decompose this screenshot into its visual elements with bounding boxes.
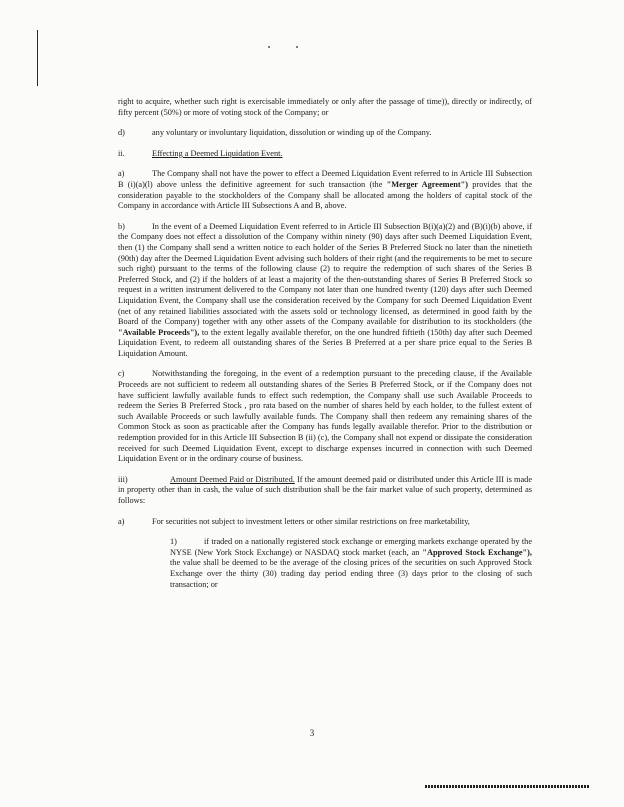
item-d-label: d) [118, 128, 125, 138]
paragraph-c-label: c) [118, 369, 125, 379]
paragraph-c [118, 369, 532, 464]
section-iii-text: If the amount deemed paid or distributed under this Article III is made in property other than in cash, the value of such distribution shall be the fair market value of such property, determined as follows: [118, 474, 533, 505]
paragraph-b-text-1: In the event of a Deemed Liquidation Event referred to in Article III Subsection B(i)(a)(2) and (B)(i)(b) above, if the Company does not effect a dissolution of the Company within ninety (90) days after such Deemed Liquidation Event, then (1) the Company shall send a written notice to each holder of the Series B Preferred Stock no later than the ninetieth (90th) day after the Deemed Liquidation Event advising such holders of their right (and the requirements to be met to secure such right) pursuant to the terms of the following clause (2) to require the redemption of such shares of the Series B Preferred Stock, and (2) if the holders of at least a majority of the then-outstanding shares of Series B Preferred Stock so request in a written instrument delivered to the Company not later than one hundred twenty (120) days after such Deemed Liquidation Event, the Company shall use the consideration received by the Company for such Deemed Liquidation Event (net of any retained liabilities associated with the assets sold or technology licensed, as determined in good faith by the Board of the Company) together with any other assets of the Company available for distribution to its stockholders (the [118, 221, 532, 327]
document-body [118, 97, 532, 600]
sub-paragraph-a-label: a) [118, 516, 125, 526]
sub-paragraph-a-text: For securities not subject to investment letters or other similar restrictions on free marketability, [152, 516, 470, 526]
approved-stock-exchange-term: "Approved Stock Exchange"), [422, 547, 533, 557]
paragraph-a-label: a) [118, 169, 125, 179]
paragraph-b-text-2: to the extent legally available therefor, on the one hundred fiftieth (150th) day after such Deemed Liquidation Event, to redeem all outstanding shares of the Series B Preferred at a per share price equal to the Series B Liquidation Amount. [118, 327, 532, 358]
section-iii-title: Amount Deemed Paid or Distributed. [170, 474, 295, 484]
section-iii-label: iii) [118, 474, 128, 484]
sub-item-1 [170, 537, 532, 590]
item-d [118, 128, 532, 139]
sub-paragraph-a [118, 517, 532, 528]
section-iii [118, 475, 532, 507]
paragraph-b-label: b) [118, 221, 125, 231]
merger-agreement-term: "Merger Agreement") [386, 179, 469, 189]
paragraph-a-text-2: provides that the consideration payable to the stockholders of the Company shall be allocated among the holders of capital stock of the Company in accordance with Article III Subsections A and B, above. [118, 179, 533, 211]
paragraph-b [118, 222, 532, 360]
paragraph-a [118, 169, 532, 211]
scan-edge-line [37, 30, 38, 86]
sub-item-1-label: 1) [170, 537, 177, 547]
section-ii-title: Effecting a Deemed Liquidation Event. [152, 148, 283, 158]
scan-marks [268, 46, 308, 52]
page-number: 3 [309, 728, 315, 738]
scan-bottom-edge [425, 785, 590, 788]
section-ii-heading [118, 149, 532, 160]
paragraph-a-text-1: The Company shall not have the power to effect a Deemed Liquidation Event referred to in Article III Subsection B (i)(a)(l) above unless the definitive agreement for such transaction (the [118, 169, 532, 189]
available-proceeds-term: "Available Proceeds"), [118, 327, 200, 337]
section-ii-label: ii. [118, 148, 125, 158]
paragraph-c-text: Notwithstanding the foregoing, in the event of a redemption pursuant to the preceding clause, if the Available Proceeds are not sufficient to redeem all outstanding shares of the Series B Preferred Stock, or if the Company does not have sufficient lawfully available funds to effect such redemption, the Company shall use such Available Proceeds to redeem the Series B Preferred Stock , pro rata based on the number of shares held by each holder, to the fullest extent of such Available Proceeds or such lawfully available funds. The Company shall then redeem any remaining shares of the Common Stock as soon as practicable after the Company has funds legally available therefor. Prior to the distribution or redemption provided for in this Article III Subsection B (ii) (c), the Company shall not expend or dissipate the consideration received for such Deemed Liquidation Event, except to discharge expenses incurred in connection with such Deemed Liquidation Event or in the ordinary course of business. [118, 369, 532, 464]
item-d-text: any voluntary or involuntary liquidation, dissolution or winding up of the Company. [152, 128, 432, 138]
sub-item-1-text-1: if traded on a nationally registered stock exchange or emerging markets exchange operated by the NYSE (New York Stock Exchange) or NASDAQ stock market (each, an [170, 537, 532, 557]
sub-item-1-text-2: the value shall be deemed to be the average of the closing prices of the securities on such Approved Stock Exchange over the thirty (30) trading day period ending three (3) days prior to the closing of such transaction; or [170, 558, 532, 589]
top-fragment: right to acquire, whether such right is exercisable immediately or only after the passage of time)), directly or indirectly, of fifty percent (50%) or more of voting stock of the Company; or [118, 97, 532, 117]
